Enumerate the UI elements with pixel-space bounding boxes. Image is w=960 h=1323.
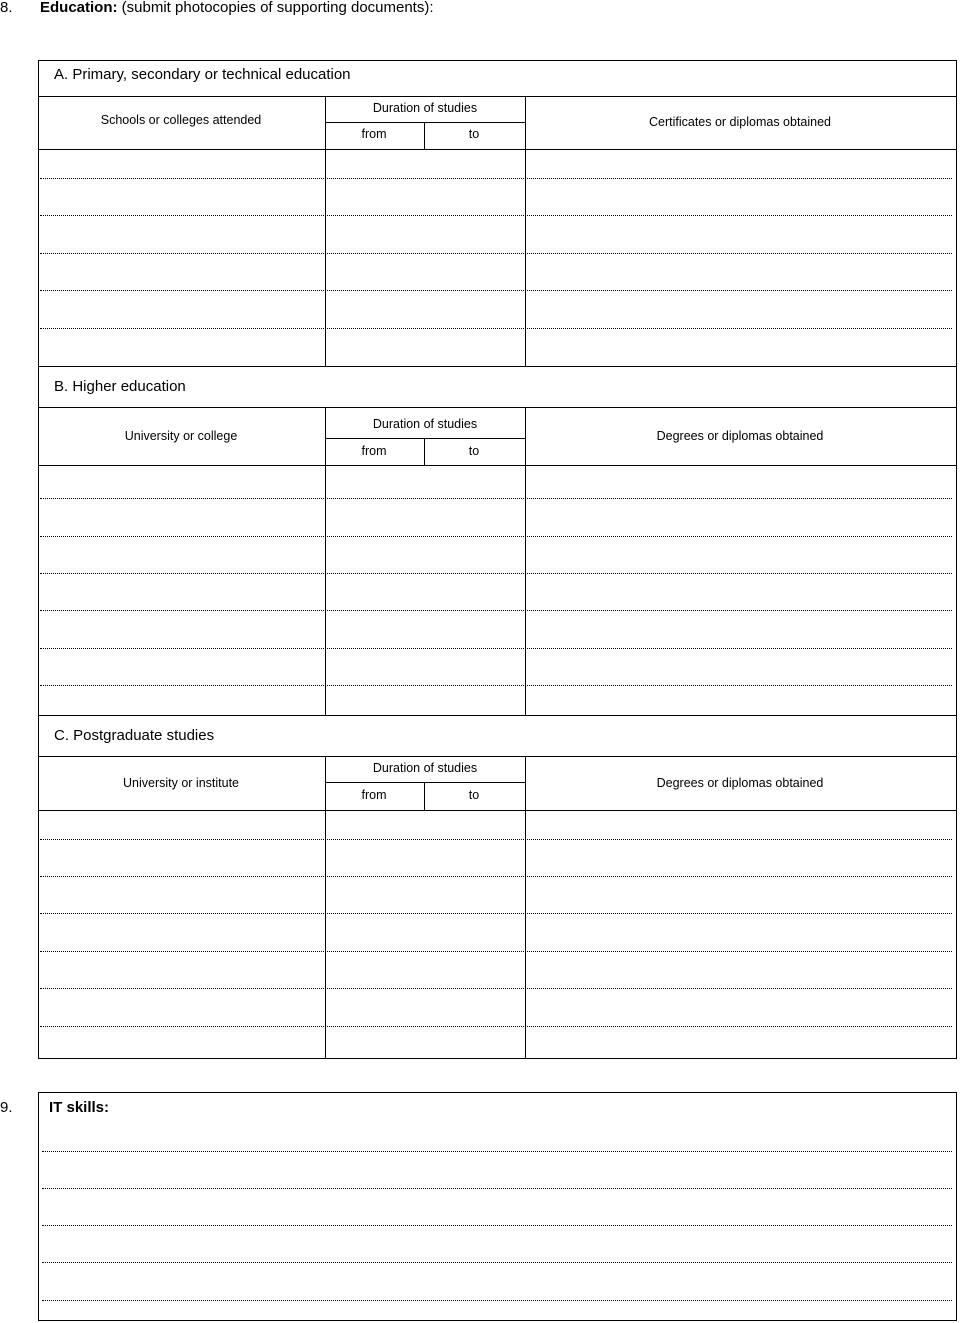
section-c-entry-line[interactable] bbox=[40, 1026, 952, 1027]
section-c-degrees-header: Degrees or diplomas obtained bbox=[656, 776, 824, 790]
section-a-from-header: from bbox=[361, 127, 387, 141]
section-c-duration-header: Duration of studies bbox=[372, 761, 478, 775]
question-9-number: 9. bbox=[0, 1099, 13, 1116]
section-c-university-header: University or institute bbox=[122, 776, 240, 790]
it-skills-entry-line[interactable] bbox=[42, 1300, 952, 1301]
section-a-duration-header: Duration of studies bbox=[372, 101, 478, 115]
section-a-entry-line[interactable] bbox=[40, 215, 952, 216]
section-a-entry-line[interactable] bbox=[40, 178, 952, 179]
section-c-col-divider-1 bbox=[325, 756, 326, 1059]
section-c-col-divider-2 bbox=[525, 756, 526, 1059]
section-b-entry-line[interactable] bbox=[40, 498, 952, 499]
it-skills-entry-line[interactable] bbox=[42, 1151, 952, 1152]
section-b-top bbox=[38, 366, 957, 367]
section-b-from-header: from bbox=[361, 444, 387, 458]
section-c-header-bottom bbox=[38, 810, 957, 811]
section-b-entry-line[interactable] bbox=[40, 610, 952, 611]
section-c-title: C. Postgraduate studies bbox=[54, 727, 215, 744]
section-a-entry-line[interactable] bbox=[40, 290, 952, 291]
question-8-number: 8. bbox=[0, 0, 13, 16]
it-skills-frame bbox=[38, 1092, 957, 1321]
it-skills-entry-line[interactable] bbox=[42, 1262, 952, 1263]
section-a-title: A. Primary, secondary or technical education bbox=[54, 66, 351, 83]
section-c-entry-line[interactable] bbox=[40, 913, 952, 914]
question-8-label: Education: bbox=[40, 0, 118, 16]
section-b-entry-line[interactable] bbox=[40, 536, 952, 537]
question-8-title bbox=[40, 0, 434, 16]
section-c-duration-divider bbox=[325, 782, 525, 783]
section-b-entry-line[interactable] bbox=[40, 573, 952, 574]
section-a-col-divider-1 bbox=[325, 96, 326, 366]
section-c-from-header: from bbox=[361, 788, 387, 802]
question-9-title bbox=[49, 1099, 109, 1116]
section-a-to-header: to bbox=[468, 127, 480, 141]
section-c-entry-line[interactable] bbox=[40, 951, 952, 952]
section-b-col-divider-2 bbox=[525, 407, 526, 715]
question-9-label: IT skills: bbox=[49, 1099, 110, 1116]
section-a-duration-divider bbox=[325, 122, 525, 123]
section-b-university-header: University or college bbox=[124, 429, 238, 443]
question-8-note: (submit photocopies of supporting documents): bbox=[121, 0, 434, 16]
section-a-col-divider-2 bbox=[525, 96, 526, 366]
section-b-title: B. Higher education bbox=[54, 378, 186, 395]
section-a-schools-header: Schools or colleges attended bbox=[100, 113, 262, 127]
section-b-from-to-divider bbox=[424, 438, 425, 465]
section-c-to-header: to bbox=[468, 788, 480, 802]
section-a-header-top bbox=[38, 96, 957, 97]
section-b-col-divider-1 bbox=[325, 407, 326, 715]
section-a-entry-line[interactable] bbox=[40, 328, 952, 329]
section-c-entry-line[interactable] bbox=[40, 839, 952, 840]
section-c-entry-line[interactable] bbox=[40, 988, 952, 989]
section-c-entry-line[interactable] bbox=[40, 876, 952, 877]
section-b-header-top bbox=[38, 407, 957, 408]
education-frame bbox=[38, 60, 957, 1059]
section-a-from-to-divider bbox=[424, 122, 425, 149]
section-a-certificates-header: Certificates or diplomas obtained bbox=[648, 115, 832, 129]
section-b-duration-divider bbox=[325, 438, 525, 439]
section-b-to-header: to bbox=[468, 444, 480, 458]
section-b-entry-line[interactable] bbox=[40, 648, 952, 649]
section-c-header-top bbox=[38, 756, 957, 757]
section-a-header-bottom bbox=[38, 149, 957, 150]
section-b-entry-line[interactable] bbox=[40, 685, 952, 686]
section-a-entry-line[interactable] bbox=[40, 253, 952, 254]
it-skills-entry-line[interactable] bbox=[42, 1225, 952, 1226]
section-b-duration-header: Duration of studies bbox=[372, 417, 478, 431]
section-b-header-bottom bbox=[38, 465, 957, 466]
section-c-from-to-divider bbox=[424, 782, 425, 810]
it-skills-entry-line[interactable] bbox=[42, 1188, 952, 1189]
section-b-degrees-header: Degrees or diplomas obtained bbox=[656, 429, 824, 443]
section-c-top bbox=[38, 715, 957, 716]
